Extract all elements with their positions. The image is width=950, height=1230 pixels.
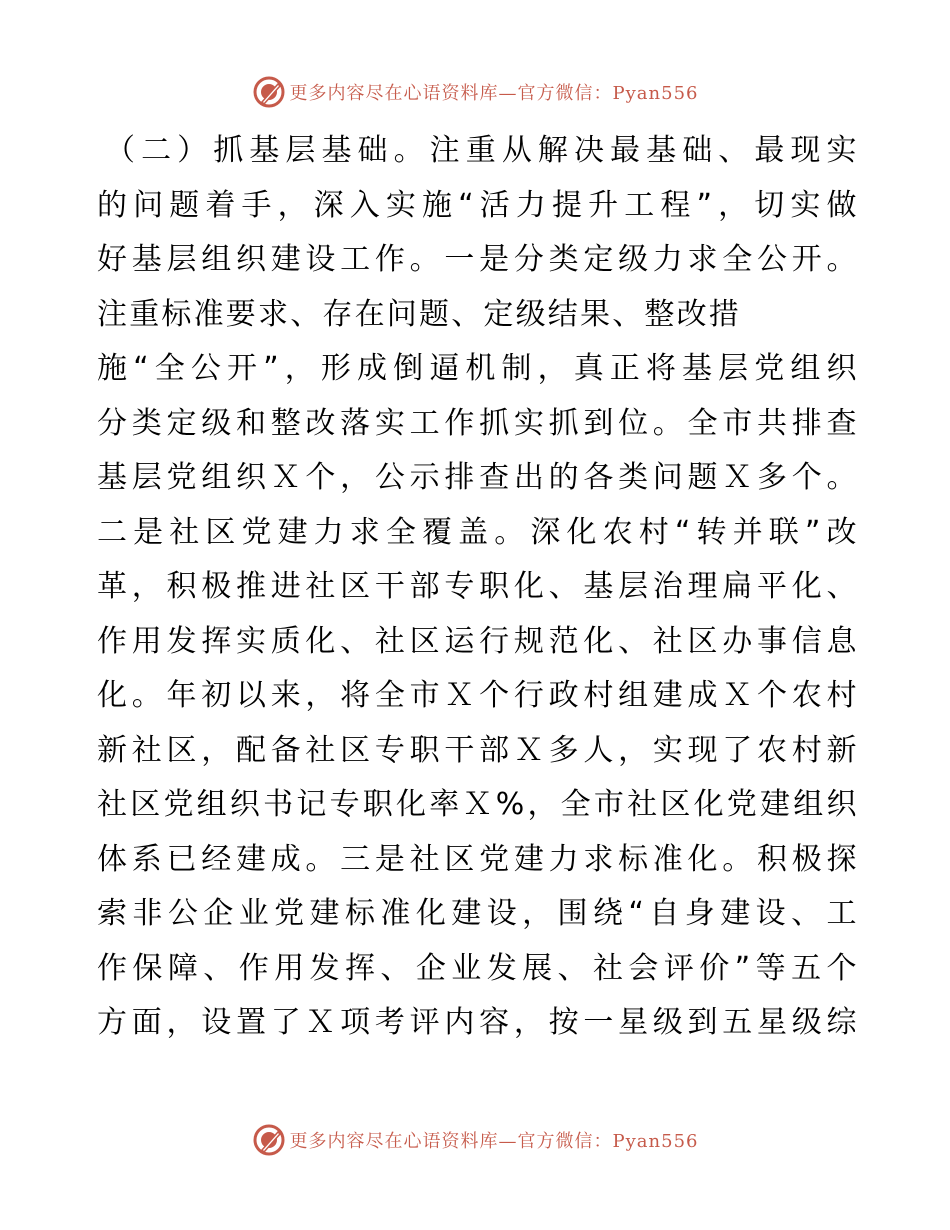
footer-watermark (0, 1120, 950, 1160)
pen-logo-icon (252, 75, 286, 109)
body-line: 社区党组织书记专职化率Ｘ%，全市社区化党建组织 (97, 787, 857, 822)
body-line: （二）抓基层基础。注重从解决最基础、最现实 (105, 133, 857, 168)
body-line: 基层党组织Ｘ个，公示排查出的各类问题Ｘ多个。 (97, 460, 857, 495)
body-line: 方面，设置了Ｘ项考评内容，按一星级到五星级综 (97, 1005, 857, 1040)
body-line: 革，积极推进社区干部专职化、基层治理扁平化、 (97, 569, 857, 604)
pen-logo-icon (252, 1123, 286, 1157)
body-line: 体系已经建成。三是社区党建力求标准化。积极探 (97, 841, 857, 877)
document-body (97, 124, 857, 1051)
body-line: 作用发挥实质化、社区运行规范化、社区办事信息 (97, 623, 857, 659)
body-line: 好基层组织建设工作。一是分类定级力求全公开。 (97, 242, 857, 277)
body-line: 分类定级和整改落实工作抓实抓到位。全市共排查 (97, 405, 857, 441)
body-line: 索非公企业党建标准化建设，围绕“自身建设、工 (97, 896, 857, 931)
body-line: 注重标准要求、存在问题、定级结果、整改措 (97, 296, 741, 332)
body-line: 二是社区党建力求全覆盖。深化农村“转并联”改 (97, 514, 857, 550)
body-line: 的问题着手，深入实施“活力提升工程”，切实做 (97, 187, 857, 223)
body-line: 作保障、作用发挥、企业发展、社会评价”等五个 (97, 950, 857, 986)
watermark-text: 更多内容尽在心语资料库—官方微信：Pyan556 (289, 83, 699, 104)
watermark-text: 更多内容尽在心语资料库—官方微信：Pyan556 (289, 1131, 699, 1152)
header-watermark (0, 72, 950, 112)
body-line: 施“全公开”，形成倒逼机制，真正将基层党组织 (97, 351, 857, 386)
body-line: 新社区，配备社区专职干部Ｘ多人，实现了农村新 (97, 732, 857, 768)
body-line: 化。年初以来，将全市Ｘ个行政村组建成Ｘ个农村 (97, 678, 857, 713)
